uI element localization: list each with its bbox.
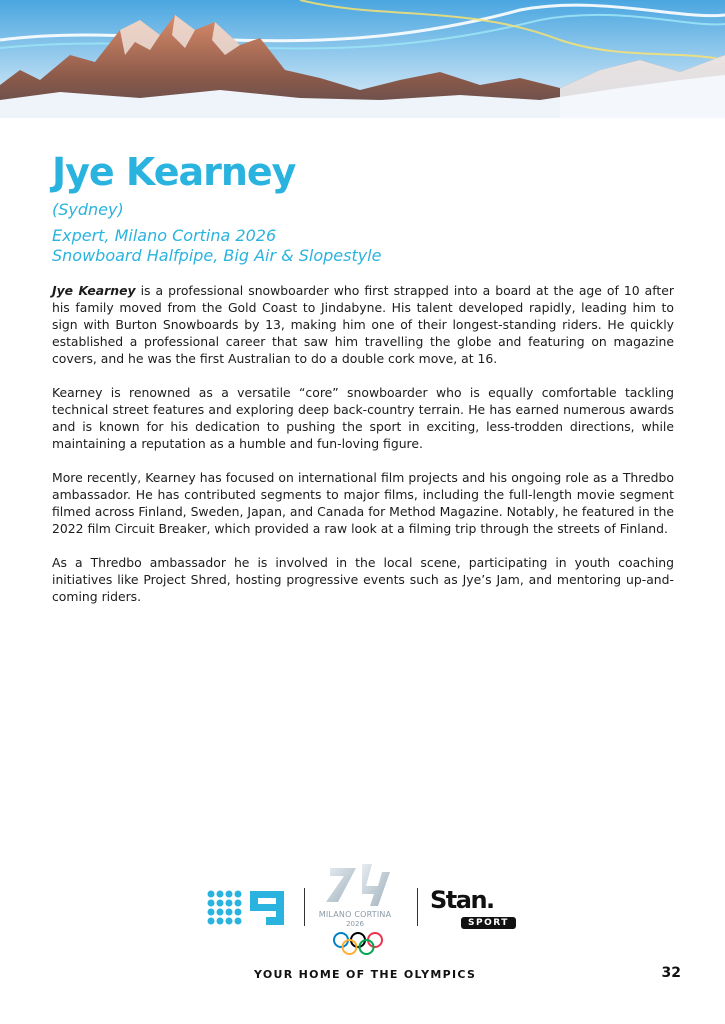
profile-events: Snowboard Halfpipe, Big Air & Slopestyle	[52, 246, 382, 265]
bio-paragraph-1-text: is a professional snowboarder who first strapped into a board at the age of 10 after his family moved from the Gold Coast to Jindabyne. His talent developed rapidly, leading him to sign with Burton Snowboards by 13, making him one of their longest-standing riders. He quickly established a professional career that saw him travelling the globe and featuring on magazine covers, and he was the first Australian to do a double cork move, at 16.	[52, 283, 674, 366]
olympic-rings-icon	[332, 931, 384, 957]
milano-cortina-year: 2026	[346, 920, 364, 928]
bio-paragraph-4: As a Thredbo ambassador he is involved in the local scene, participating in youth coaching initiatives like Project Shred, hosting progressive events such as Jye’s Jam, and mentoring up-and-coming riders.	[52, 555, 674, 604]
mountain-banner-image	[0, 0, 725, 118]
milano-cortina-wordmark: MILANO CORTINA	[318, 910, 392, 919]
footer-tagline: YOUR HOME OF THE OLYMPICS	[254, 968, 477, 981]
profile-location: (Sydney)	[52, 200, 124, 219]
milano-cortina-emblem-icon	[316, 858, 396, 910]
bio-paragraph-3: More recently, Kearney has focused on international film projects and his ongoing role as a Thredbo ambassador. He has contributed segments to major films, including the full-length movie segment filmed across Finland, Sweden, Japan, and Canada for Method Magazine. Notably, he featured in the 2022 film Circuit Breaker, which provided a raw look at a filming trip through the streets of Finland.	[52, 470, 674, 536]
header-banner	[0, 0, 725, 118]
profile-role: Expert, Milano Cortina 2026	[52, 226, 277, 245]
nine-network-logo-icon	[206, 888, 290, 928]
bio-paragraph-1	[52, 282, 674, 367]
profile-name: Jye Kearney	[52, 150, 296, 194]
bio-paragraph-2: Kearney is renowned as a versatile “core” snowboarder who is equally comfortable tackling technical street features and exploring deep back-country terrain. He has earned numerous awards and is known for his dedication to pushing the sport in exciting, less-trodden directions, while maintaining a reputation as a humble and fun-loving figure.	[52, 385, 674, 451]
bio-lead-name: Jye Kearney	[52, 283, 136, 298]
logo-separator	[417, 888, 418, 926]
biography	[52, 282, 674, 622]
stan-sport-badge: SPORT	[461, 917, 516, 929]
sponsor-logos	[206, 858, 526, 962]
stan-logo: Stan.	[430, 886, 494, 914]
page-number: 32	[661, 965, 681, 981]
